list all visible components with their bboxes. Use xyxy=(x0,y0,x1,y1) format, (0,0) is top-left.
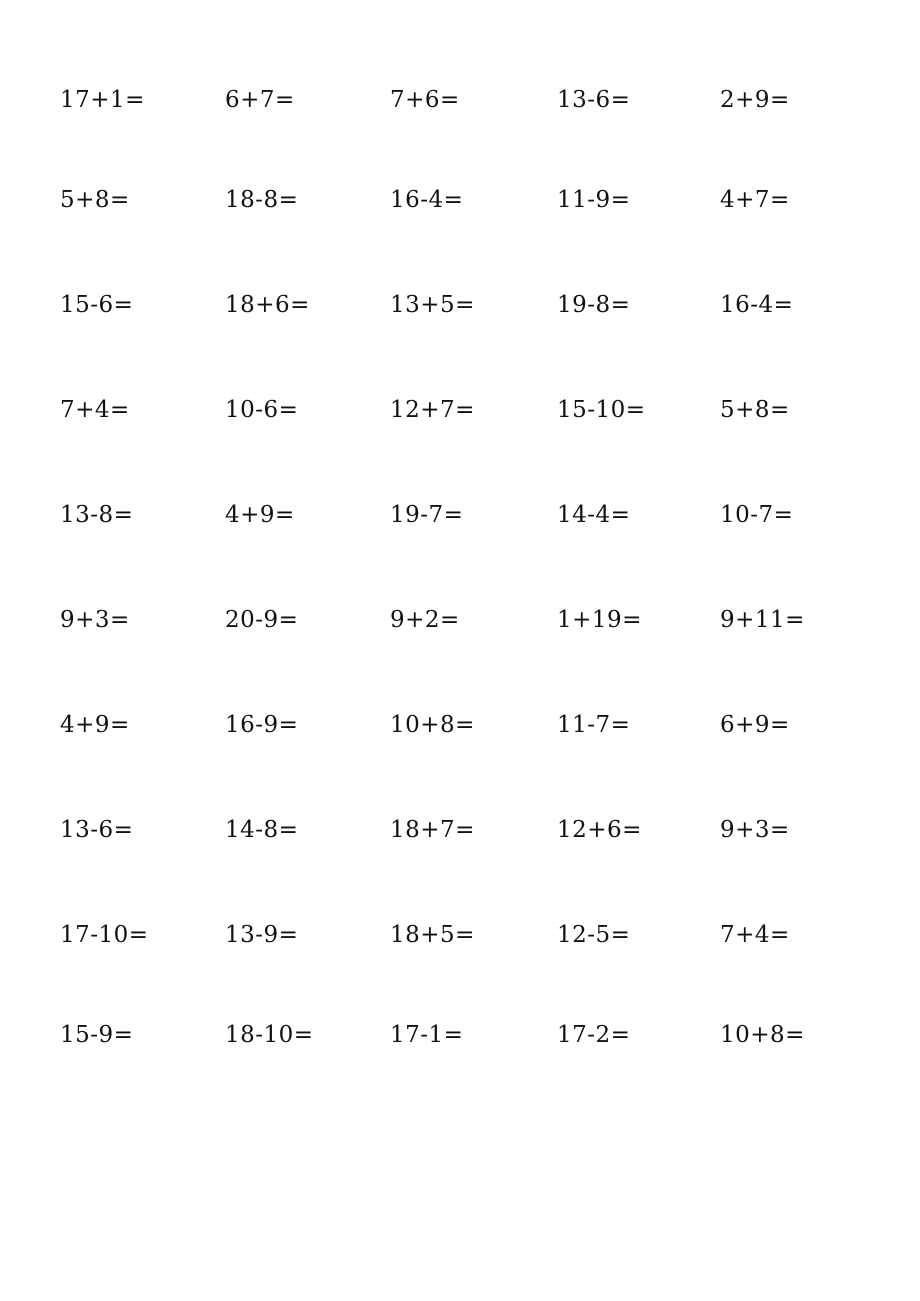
math-problem: 17+1= xyxy=(60,87,145,113)
math-problem: 16-4= xyxy=(720,292,794,318)
problem-row xyxy=(0,390,920,430)
math-problem: 1+19= xyxy=(557,607,642,633)
math-problem: 6+9= xyxy=(720,712,790,738)
math-problem: 9+3= xyxy=(720,817,790,843)
math-problem: 15-10= xyxy=(557,397,646,423)
math-problem: 12+6= xyxy=(557,817,642,843)
math-problem: 14-8= xyxy=(225,817,299,843)
math-problem: 10+8= xyxy=(720,1022,805,1048)
problem-row xyxy=(0,1015,920,1055)
math-problem: 10-7= xyxy=(720,502,794,528)
math-problem: 16-9= xyxy=(225,712,299,738)
math-problem: 17-10= xyxy=(60,922,149,948)
math-problem: 13-8= xyxy=(60,502,134,528)
math-problem: 15-6= xyxy=(60,292,134,318)
math-problem: 17-1= xyxy=(390,1022,464,1048)
math-problem: 7+4= xyxy=(720,922,790,948)
math-problem: 18-8= xyxy=(225,187,299,213)
problem-row xyxy=(0,705,920,745)
problem-row xyxy=(0,180,920,220)
math-problem: 9+2= xyxy=(390,607,460,633)
math-problem: 13-6= xyxy=(60,817,134,843)
math-problem: 5+8= xyxy=(60,187,130,213)
math-problem: 13-9= xyxy=(225,922,299,948)
math-problem: 20-9= xyxy=(225,607,299,633)
problem-row xyxy=(0,810,920,850)
math-problem: 18+5= xyxy=(390,922,475,948)
math-problem: 4+7= xyxy=(720,187,790,213)
math-problem: 13-6= xyxy=(557,87,631,113)
math-problem: 15-9= xyxy=(60,1022,134,1048)
math-problem: 12+7= xyxy=(390,397,475,423)
math-problem: 4+9= xyxy=(225,502,295,528)
math-problem: 18-10= xyxy=(225,1022,314,1048)
math-problem: 14-4= xyxy=(557,502,631,528)
math-problem: 6+7= xyxy=(225,87,295,113)
math-problem: 10+8= xyxy=(390,712,475,738)
math-problem: 2+9= xyxy=(720,87,790,113)
problem-row xyxy=(0,80,920,120)
problem-row xyxy=(0,600,920,640)
problem-row xyxy=(0,285,920,325)
math-problem: 19-7= xyxy=(390,502,464,528)
math-problem: 13+5= xyxy=(390,292,475,318)
math-problem: 5+8= xyxy=(720,397,790,423)
math-problem: 9+3= xyxy=(60,607,130,633)
math-problem: 18+6= xyxy=(225,292,310,318)
math-problem: 9+11= xyxy=(720,607,805,633)
math-problem: 10-6= xyxy=(225,397,299,423)
math-problem: 11-7= xyxy=(557,712,631,738)
math-problem: 7+6= xyxy=(390,87,460,113)
math-problem: 17-2= xyxy=(557,1022,631,1048)
math-problem: 12-5= xyxy=(557,922,631,948)
math-problem: 11-9= xyxy=(557,187,631,213)
math-problem: 7+4= xyxy=(60,397,130,423)
math-problem: 16-4= xyxy=(390,187,464,213)
math-problem: 18+7= xyxy=(390,817,475,843)
math-problem: 4+9= xyxy=(60,712,130,738)
math-problem: 19-8= xyxy=(557,292,631,318)
problem-row xyxy=(0,915,920,955)
problem-row xyxy=(0,495,920,535)
